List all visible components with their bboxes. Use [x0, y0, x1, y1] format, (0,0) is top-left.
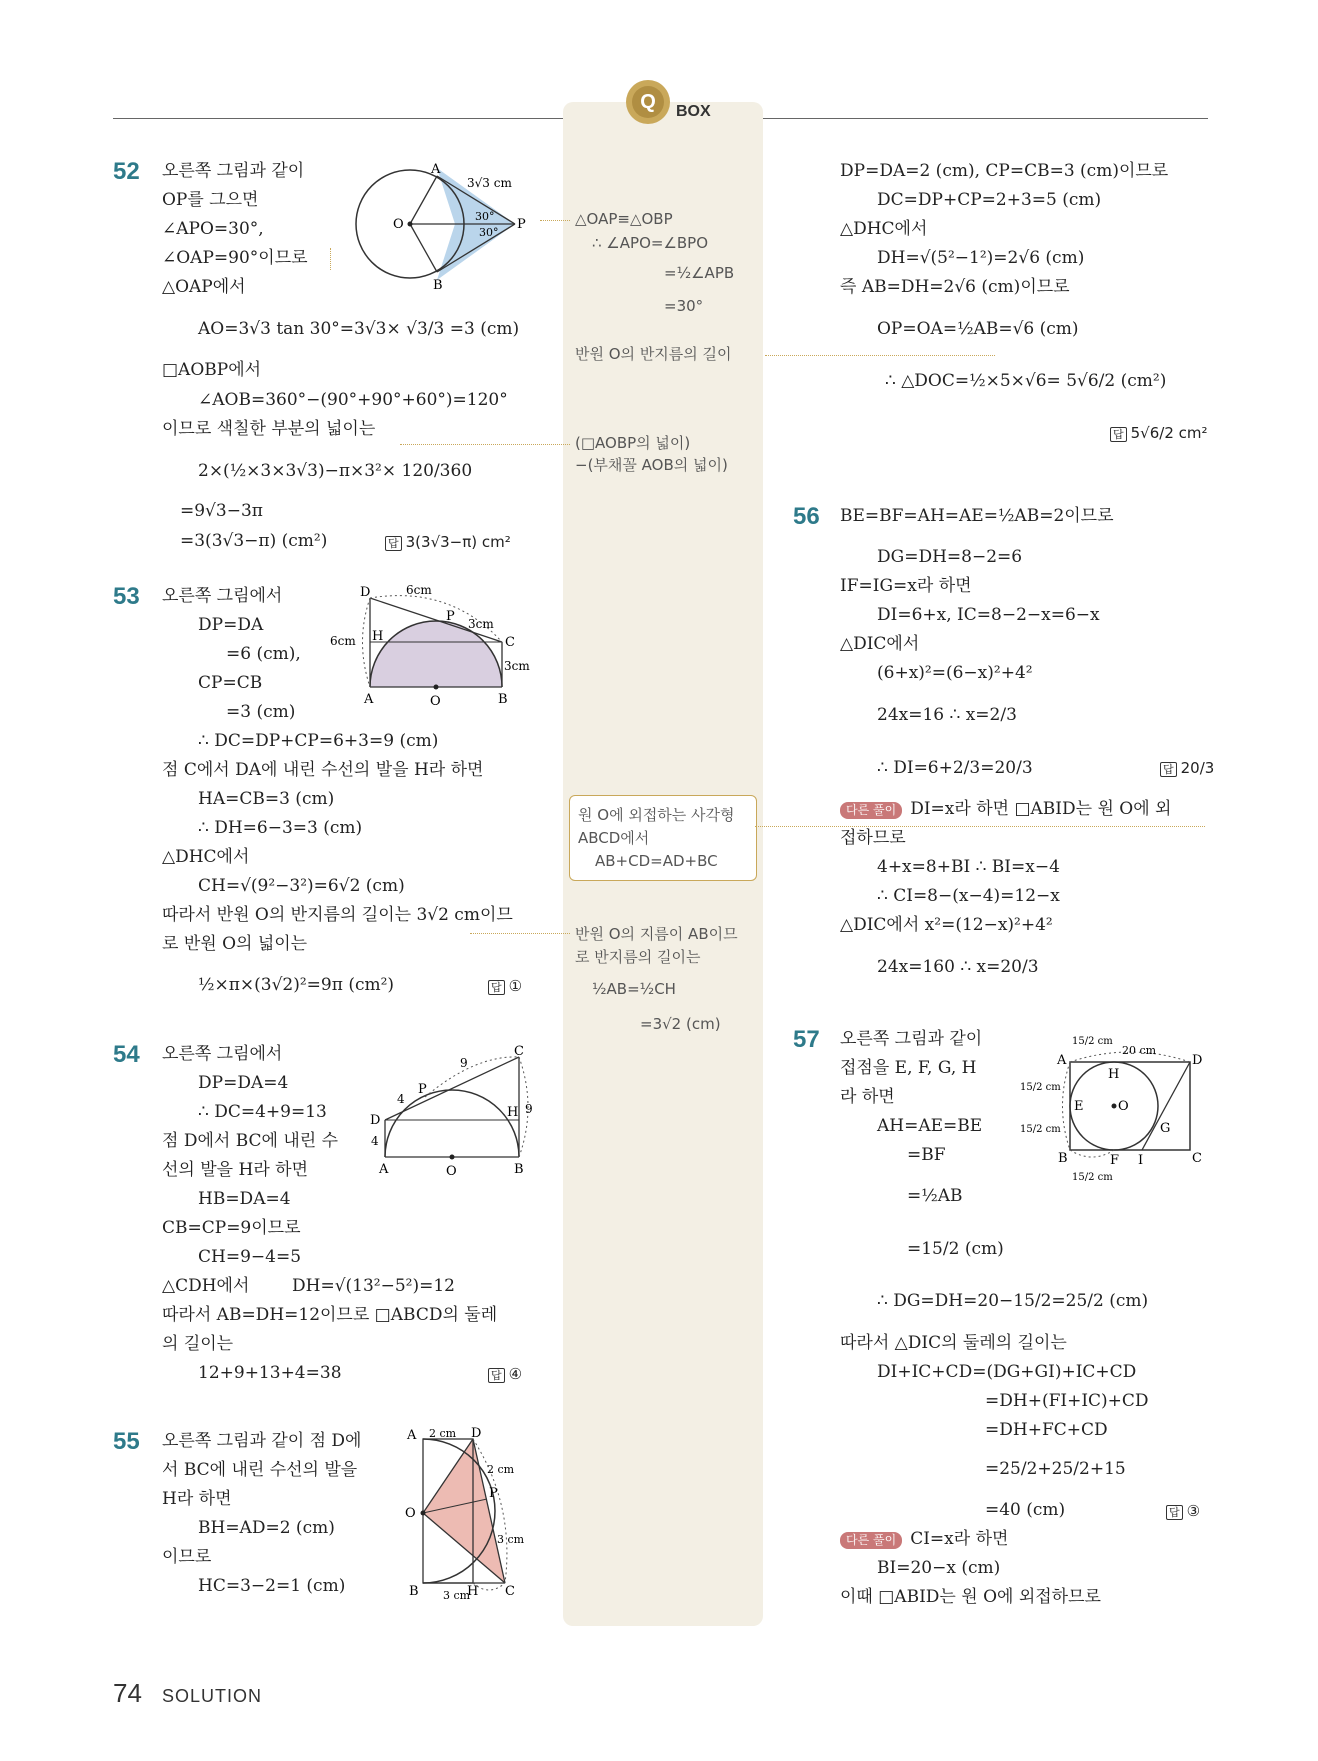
fig52-angle-2: 30°	[479, 226, 499, 239]
fig57-dim-left1: 15/2 cm	[1020, 1082, 1061, 1093]
fig55-dim-3a: 3 cm	[497, 1533, 525, 1546]
p57-alt-badge: 다른 풀이	[840, 1532, 902, 1549]
p53-line: DP=DA	[198, 615, 264, 635]
fig53-label-p: P	[446, 609, 455, 624]
problem-54-number: 54	[113, 1041, 140, 1068]
leader-line	[765, 355, 995, 356]
footer-section-label: SOLUTION	[162, 1686, 263, 1706]
p52-line: =9√3−3π	[180, 501, 263, 521]
fig57-center-dot	[1112, 1104, 1117, 1109]
p57-answer: 답 ③	[1166, 1500, 1200, 1522]
p57-line: =DH+(FI+IC)+CD	[985, 1391, 1149, 1411]
fig52-ob	[410, 224, 437, 272]
fig57-dim-top2: 20 cm	[1122, 1044, 1157, 1057]
p52-line: ∠APO=30°,	[162, 219, 264, 239]
p56-alt-badge: 다른 풀이	[840, 802, 902, 819]
q-badge-inner: Q	[632, 86, 664, 118]
p53-line: =6 (cm),	[226, 644, 301, 664]
r55-line: 즉 AB=DH=2√6 (cm)이므로	[840, 277, 1070, 297]
figure-55	[405, 1425, 545, 1600]
fig54-dc	[385, 1057, 519, 1120]
fig52-angle-1: 30°	[475, 210, 495, 223]
fig55-label-b: B	[409, 1584, 419, 1599]
qbox-note: −(부채꼴 AOB의 넓이)	[575, 456, 728, 474]
p56-line: IF=IG=x라 하면	[840, 576, 972, 596]
p55-line: 이므로	[162, 1547, 212, 1567]
fig53-dotted-left	[363, 598, 371, 687]
qbox-note: 원 O에 외접하는 사각형	[578, 806, 735, 824]
p56-line: BE=BF=AH=AE=½AB=2이므로	[840, 506, 1114, 526]
p53-answer: 답 ①	[488, 975, 522, 997]
fig54-label-d: D	[370, 1113, 381, 1128]
fig53-dim-3b: 3cm	[504, 659, 530, 673]
p54-line: CH=9−4=5	[198, 1247, 302, 1267]
p57-line: =BF	[907, 1145, 946, 1165]
p57-line: =15/2 (cm)	[907, 1239, 1004, 1259]
fig54-num-4a: 4	[397, 1092, 405, 1106]
fig54-num-4b: 4	[371, 1134, 379, 1148]
p57-line: 따라서 △DIC의 둘레의 길이는	[840, 1333, 1067, 1353]
fig57-dim-top1: 15/2 cm	[1072, 1036, 1113, 1047]
fig55-label-c: C	[505, 1584, 515, 1599]
fig57-label-i: I	[1138, 1153, 1144, 1168]
qbox-note: =30°	[664, 297, 704, 315]
p52-answer: 답 3(3√3−π) cm²	[385, 531, 511, 553]
fig54-label-b: B	[514, 1162, 524, 1177]
header-rule-right	[763, 118, 1208, 119]
p57-line: =½AB	[907, 1186, 963, 1206]
problem-55-number: 55	[113, 1428, 140, 1455]
fig57-label-o: O	[1118, 1099, 1129, 1114]
qbox-note: △OAP≡△OBP	[575, 210, 673, 228]
fig52-label-o: O	[393, 217, 404, 232]
r55-line: DC=DP+CP=2+3=5 (cm)	[877, 190, 1102, 210]
p52-line: ∠OAP=90°이므로	[162, 248, 308, 268]
fig55-label-o: O	[405, 1506, 416, 1521]
qbox-note: 반원 O의 지름이 AB이므	[575, 925, 738, 943]
fig57-label-d: D	[1192, 1053, 1203, 1068]
leader-line	[470, 933, 570, 934]
p56-alt-line: 다른 풀이 DI=x라 하면 □ABID는 원 O에 외	[840, 798, 1171, 820]
leader-line	[755, 826, 1205, 827]
qbox-note: 로 반지름의 길이는	[575, 948, 701, 966]
p54-line: CB=CP=9이므로	[162, 1218, 301, 1238]
fig57-di	[1142, 1062, 1190, 1150]
fig55-label-a: A	[407, 1428, 417, 1443]
fig53-label-o: O	[430, 694, 441, 705]
p52-line: □AOBP에서	[162, 360, 262, 380]
p57-line: ∴ DG=DH=20−15/2=25/2 (cm)	[877, 1291, 1149, 1311]
fig52-label-p: P	[517, 217, 526, 232]
fig53-label-b: B	[498, 692, 508, 705]
p55-line: BH=AD=2 (cm)	[198, 1518, 335, 1538]
qbox-note: ABCD에서	[578, 829, 650, 847]
fig53-dim-3a: 3cm	[468, 617, 494, 631]
problem-52-number: 52	[113, 158, 140, 185]
fig57-label-a: A	[1057, 1053, 1067, 1068]
fig54-num-9b: 9	[525, 1102, 533, 1116]
fig53-label-c: C	[505, 635, 515, 650]
p56-line: △DIC에서	[840, 634, 920, 654]
p57-line: DI+IC+CD=(DG+GI)+IC+CD	[877, 1362, 1137, 1382]
p52-line: AO=3√3 tan 30°=3√3× √3/3 =3 (cm)	[198, 319, 520, 339]
p53-line: ∴ DC=DP+CP=6+3=9 (cm)	[198, 731, 439, 751]
r55-line: △DHC에서	[840, 219, 928, 239]
fig53-dim-6b: 6cm	[330, 634, 356, 648]
r55-line: DP=DA=2 (cm), CP=CB=3 (cm)이므로	[840, 161, 1169, 181]
p53-line: =3 (cm)	[226, 702, 296, 722]
fig57-dim-left2: 15/2 cm	[1020, 1124, 1061, 1135]
r55-answer: 답 5√6/2 cm²	[1110, 422, 1208, 444]
qbox-note: AB+CD=AD+BC	[595, 852, 718, 870]
fig57-label-c: C	[1192, 1151, 1202, 1166]
leader-line	[400, 444, 570, 445]
leader-line	[330, 248, 331, 270]
p56-alt-line: 24x=160 ∴ x=20/3	[877, 957, 1039, 977]
p55-line: HC=3−2=1 (cm)	[198, 1576, 346, 1596]
p57-line: =40 (cm)	[985, 1500, 1066, 1520]
qbox-note: (□AOBP의 넓이)	[575, 434, 691, 452]
p55-line: 오른쪽 그림과 같이 점 D에	[162, 1431, 362, 1451]
p57-line: =25/2+25/2+15	[985, 1459, 1126, 1479]
p57-alt-line: 다른 풀이 CI=x라 하면	[840, 1528, 1008, 1550]
p52-line: =3(3√3−π) (cm²)	[180, 531, 328, 551]
p52-line: OP를 그으면	[162, 190, 259, 210]
p52-line: △OAP에서	[162, 277, 246, 297]
fig57-label-b: B	[1058, 1151, 1068, 1166]
fig53-label-h: H	[372, 629, 384, 644]
figure-53	[330, 580, 540, 705]
p57-line: =DH+FC+CD	[985, 1420, 1108, 1440]
p56-line: DG=DH=8−2=6	[877, 547, 1023, 567]
fig55-label-d: D	[471, 1426, 482, 1441]
fig54-label-a: A	[379, 1162, 389, 1177]
fig53-dim-6a: 6cm	[406, 583, 432, 597]
fig53-label-d: D	[360, 585, 371, 600]
p57-line: 접점을 E, F, G, H	[840, 1058, 977, 1078]
p53-line: ∴ DH=6−3=3 (cm)	[198, 818, 363, 838]
p52-line: ∠AOB=360°−(90°+90°+60°)=120°	[198, 390, 508, 410]
fig55-shaded-triangle	[423, 1439, 505, 1583]
fig54-label-c: C	[514, 1045, 524, 1059]
p53-line: 따라서 반원 O의 반지름의 길이는 3√2 cm이므	[162, 905, 513, 925]
p54-line: 따라서 AB=DH=12이므로 □ABCD의 둘레	[162, 1305, 498, 1325]
p53-line: ½×π×(3√2)²=9π (cm²)	[198, 975, 395, 995]
page-number: 74	[113, 1678, 142, 1708]
fig57-label-g: G	[1160, 1121, 1171, 1136]
p57-line: 오른쪽 그림과 같이	[840, 1029, 983, 1049]
fig55-dim-3b: 3 cm	[443, 1589, 471, 1600]
p57-alt-line: BI=20−x (cm)	[877, 1558, 1001, 1578]
p57-line: AH=AE=BE	[877, 1116, 983, 1136]
r55-line: DH=√(5²−1²)=2√6 (cm)	[877, 248, 1085, 268]
p54-line: 오른쪽 그림에서	[162, 1044, 283, 1064]
p54-line: 의 길이는	[162, 1334, 234, 1354]
qbox-note: 반원 O의 반지름의 길이	[575, 345, 732, 363]
p56-line: DI=6+x, IC=8−2−x=6−x	[877, 605, 1100, 625]
p54-line: 점 D에서 BC에 내린 수	[162, 1131, 339, 1151]
p54-line: 선의 발을 H라 하면	[162, 1160, 308, 1180]
r55-line: ∴ △DOC=½×5×√6= 5√6/2 (cm²)	[885, 371, 1167, 391]
figure-52	[355, 160, 535, 295]
fig55-dim-2b: 2 cm	[487, 1463, 515, 1476]
p54-line: DP=DA=4	[198, 1073, 289, 1093]
figure-57	[1020, 1022, 1210, 1187]
fig54-center-dot	[450, 1155, 455, 1160]
fig53-label-a: A	[364, 692, 374, 705]
p56-alt-line: △DIC에서 x²=(12−x)²+4²	[840, 915, 1053, 935]
fig55-center-dot	[421, 1511, 426, 1516]
fig57-label-h: H	[1108, 1067, 1120, 1082]
q-box-label: BOX	[676, 103, 711, 120]
fig57-label-e: E	[1074, 1099, 1084, 1114]
p53-line: 점 C에서 DA에 내린 수선의 발을 H라 하면	[162, 760, 484, 780]
p56-line: (6+x)²=(6−x)²+4²	[877, 663, 1033, 683]
p52-line: 2×(½×3×3√3)−π×3²× 120/360	[198, 461, 473, 481]
qbox-note: =½∠APB	[664, 264, 735, 282]
fig57-label-f: F	[1110, 1153, 1120, 1168]
fig54-semicircle	[385, 1090, 519, 1157]
qbox-note: ½AB=½CH	[592, 980, 676, 998]
fig57-rect-abcd	[1070, 1062, 1190, 1150]
p54-line: HB=DA=4	[198, 1189, 291, 1209]
p57-line: 라 하면	[840, 1087, 895, 1107]
p54-line: △CDH에서	[162, 1276, 250, 1296]
p54-answer: 답 ④	[488, 1363, 522, 1385]
problem-57-number: 57	[793, 1026, 820, 1053]
problem-56-number: 56	[793, 503, 820, 530]
p56-alt-line: 접하므로	[840, 828, 906, 848]
p54-line: ∴ DC=4+9=13	[198, 1102, 327, 1122]
qbox-note: =3√2 (cm)	[640, 1015, 721, 1033]
p52-line: 이므로 색칠한 부분의 넓이는	[162, 419, 376, 439]
p54-line: 12+9+13+4=38	[198, 1363, 342, 1383]
fig55-label-p: P	[489, 1486, 498, 1501]
p53-line: HA=CB=3 (cm)	[198, 789, 335, 809]
p53-line: CP=CB	[198, 673, 263, 693]
r55-line: OP=OA=½AB=√6 (cm)	[877, 319, 1079, 339]
p57-alt-line: 이때 □ABID는 원 O에 외접하므로	[840, 1587, 1101, 1607]
fig57-dim-bottom: 15/2 cm	[1072, 1172, 1113, 1183]
p52-line: 오른쪽 그림과 같이	[162, 161, 305, 181]
fig52-label-b: B	[433, 278, 443, 293]
p53-line: 오른쪽 그림에서	[162, 586, 283, 606]
fig54-label-h: H	[507, 1105, 519, 1120]
fig54-label-o: O	[446, 1164, 457, 1179]
leader-line	[540, 220, 570, 221]
problem-53-number: 53	[113, 583, 140, 610]
qbox-note: ∴ ∠APO=∠BPO	[592, 234, 709, 252]
fig54-label-p: P	[418, 1082, 427, 1097]
p54-line: DH=√(13²−5²)=12	[292, 1276, 455, 1296]
p53-line: CH=√(9²−3²)=6√2 (cm)	[198, 876, 405, 896]
fig52-center-dot	[408, 222, 413, 227]
fig54-num-9a: 9	[460, 1056, 468, 1070]
fig52-oa	[410, 176, 437, 224]
p56-answer: 답 20/3	[1160, 757, 1214, 779]
p53-line: △DHC에서	[162, 847, 250, 867]
fig55-dim-2a: 2 cm	[429, 1427, 457, 1440]
p56-alt-line: 4+x=8+BI ∴ BI=x−4	[877, 857, 1060, 877]
p55-line: 서 BC에 내린 수선의 발을	[162, 1460, 358, 1480]
figure-54	[365, 1045, 540, 1180]
fig53-center-dot	[434, 685, 439, 690]
p56-alt-line: ∴ CI=8−(x−4)=12−x	[877, 886, 1060, 906]
fig52-length: 3√3 cm	[467, 176, 512, 190]
fig57-dotted-bottom	[1070, 1150, 1114, 1157]
p53-line: 로 반원 O의 넓이는	[162, 934, 308, 954]
fig55-label-h: H	[467, 1584, 479, 1599]
p56-line: 24x=16 ∴ x=2/3	[877, 705, 1017, 725]
fig52-label-a: A	[431, 162, 441, 177]
header-rule-left	[113, 118, 563, 119]
fig57-dotted-left	[1063, 1062, 1071, 1150]
p55-line: H라 하면	[162, 1489, 232, 1509]
p56-line: ∴ DI=6+2/3=20/3	[877, 758, 1033, 778]
